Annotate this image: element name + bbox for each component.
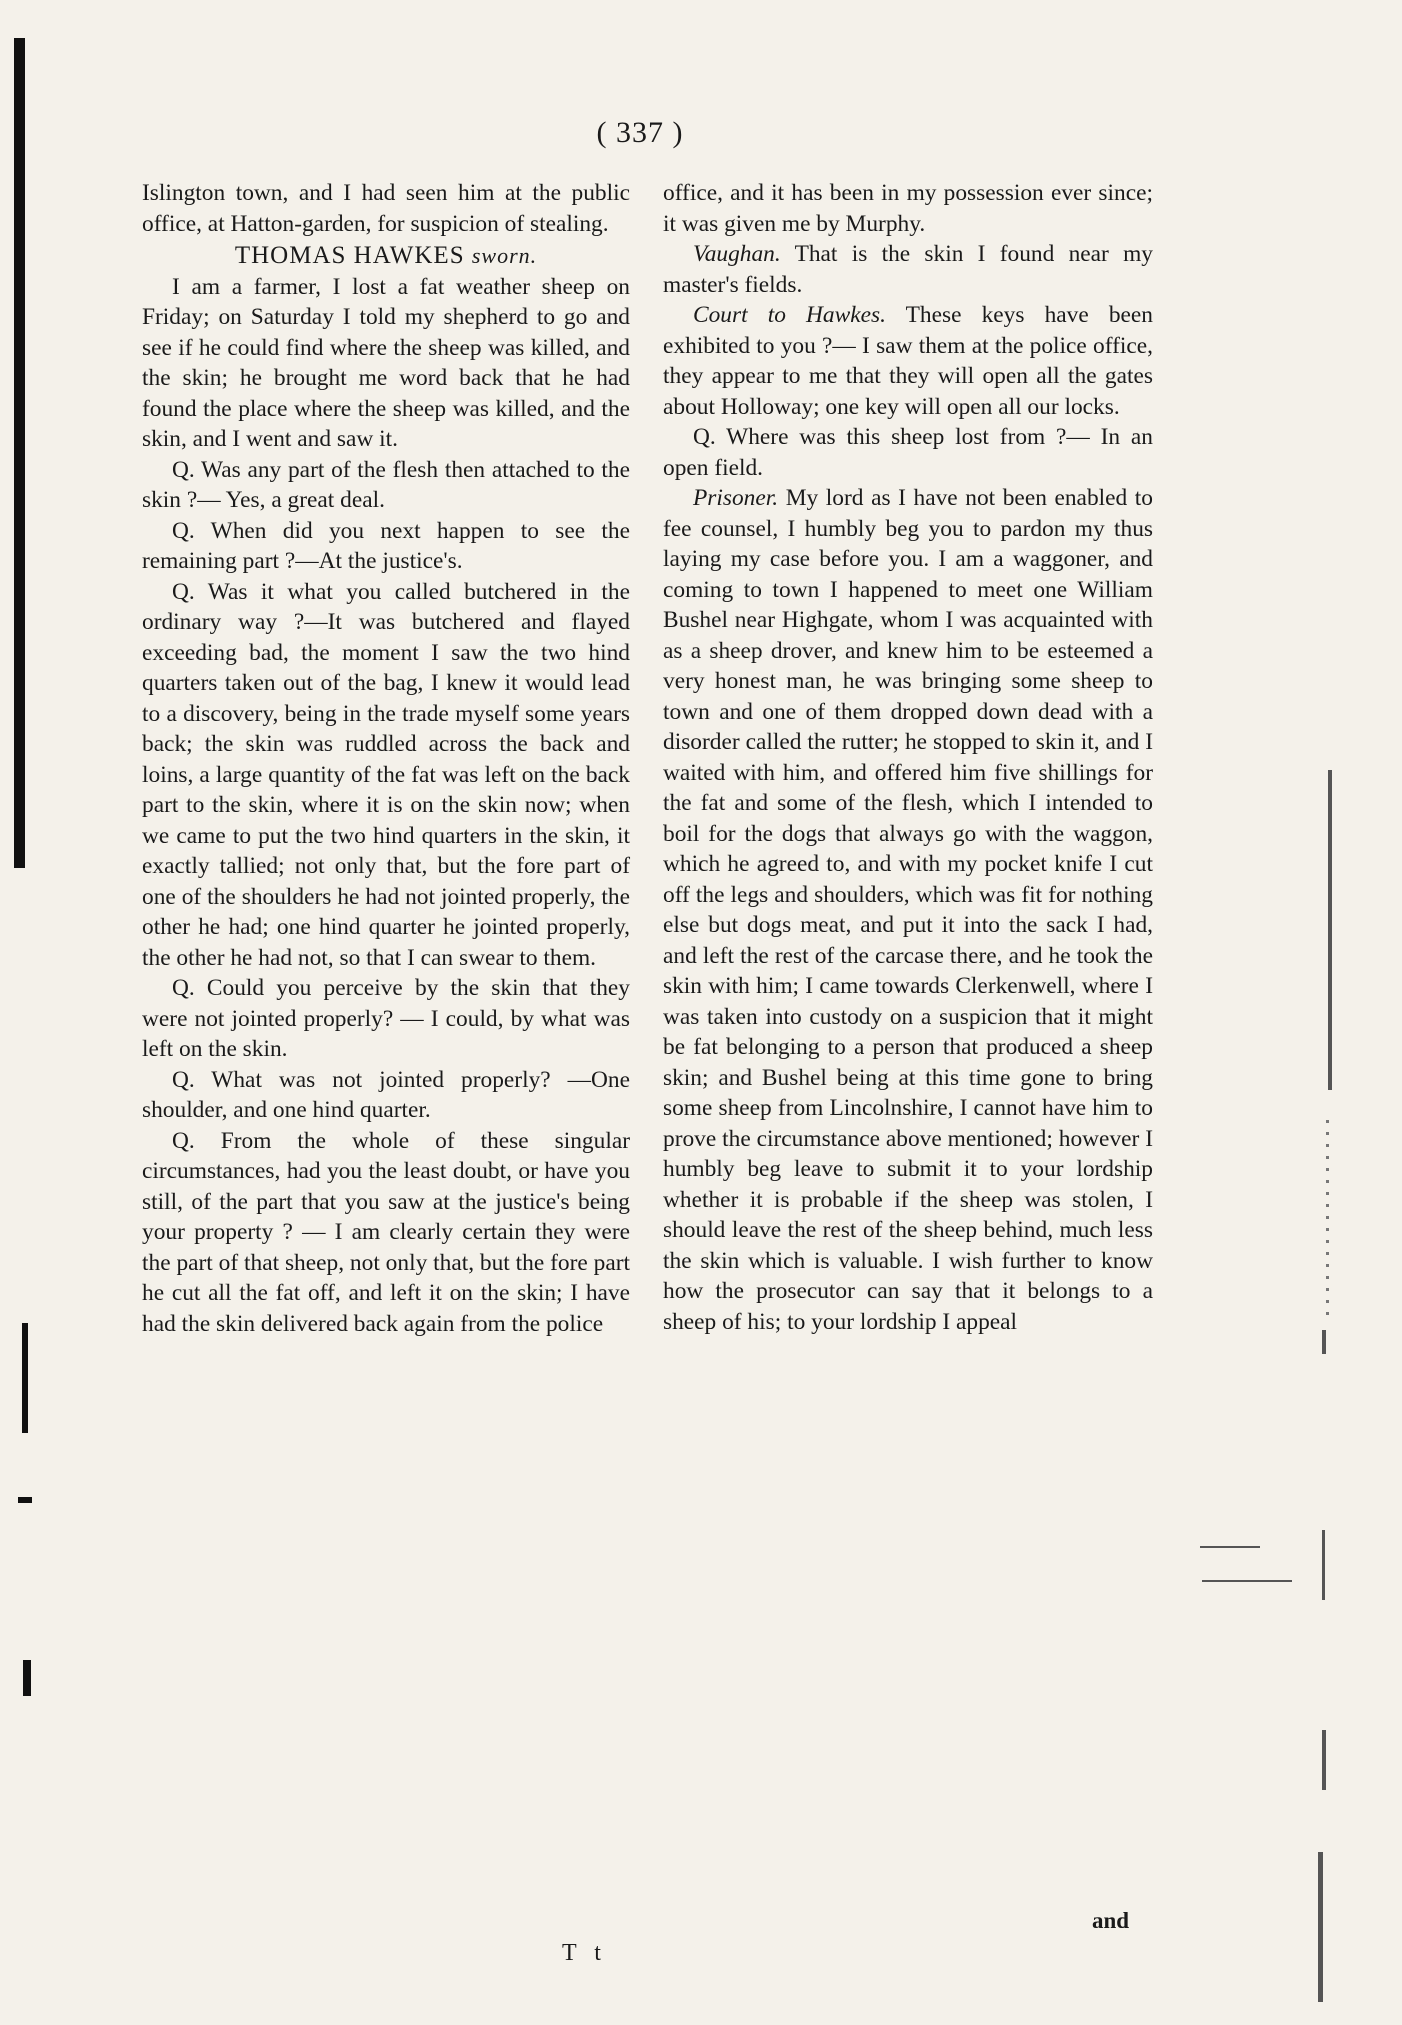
signature-mark: T t xyxy=(562,1940,607,1966)
right-paragraph xyxy=(663,483,1153,1337)
left-paragraph: Q. From the whole of these singular circumstances, had you the least doubt, or have you still, of the part that you saw at the justice's being your property ? — I am clearly certain they were the part of that sheep, not only that, but the fore part he cut all the fat off, and left it on the skin; I have had the skin delivered back again from the police xyxy=(142,1127,630,1337)
left-column xyxy=(142,178,630,1339)
paragraph-text: My lord as I have not been enabled to fee counsel, I humbly beg you to pardon my thus laying my case before you. I am a waggoner, and coming to town I happened to meet one William Bushel near Highgate, whom I was acquainted with as a sheep drover, and knew him to be esteemed a very honest man, he was bringing some sheep to town and one of them dropped down dead with a disorder called the rutter; he stopped to skin it, and I waited with him, and offered him five shillings for the fat and some of the flesh, which I intended to boil for the dogs that always go with the waggon, which he agreed to, and with my pocket knife I cut off the legs and shoulders, which was fit for nothing else but dogs meat, and put it into the sack I had, and left the rest of the carcase there, and he took the skin with him; I came towards Clerkenwell, where I was taken into custody on a suspicion that it might be fat belonging to a person that produced a sheep skin; and Bushel being at this time gone to bring some sheep from Lincolnshire, I cannot have him to prove the circumstance above mentioned; however I humbly beg leave to submit it to your lordship whether it is probable if the sheep was stolen, I should leave the rest of the sheep behind, much less the skin which is valuable. I wish further to know how the prosecutor can say that it belongs to a sheep of his; to your lordship I appeal xyxy=(663,485,1153,1335)
scan-edge-mark-4 xyxy=(23,1660,31,1696)
scan-edge-mark-3 xyxy=(18,1497,32,1503)
scan-edge-mark-9 xyxy=(1318,1852,1323,2002)
scan-edge-mark-6 xyxy=(1322,1330,1326,1354)
paragraph-text: That is the skin I found near my master's fields. xyxy=(663,241,1153,298)
margin-dash-1 xyxy=(1200,1546,1260,1548)
left-paragraph: I am a farmer, I lost a fat weather sheep on Friday; on Saturday I told my shepherd to go and see if he could find where the sheep was killed, and the skin; he brought me word back that he had found the place where the sheep was killed, and the skin, and I went and saw it. xyxy=(142,273,630,452)
witness-name: THOMAS HAWKES xyxy=(234,242,465,269)
right-paragraph xyxy=(663,300,1153,422)
page-number: ( 337 ) xyxy=(596,116,684,149)
right-opening-text: office, and it has been in my possession ever since; it was given me by Murphy. xyxy=(663,180,1153,237)
left-paragraph: Q. When did you next happen to see the remaining part ?—At the justice's. xyxy=(142,517,630,574)
scan-edge-mark-1 xyxy=(14,38,25,868)
left-paragraph: Q. Could you perceive by the skin that they were not jointed properly? — I could, by what was left on the skin. xyxy=(142,975,630,1062)
paragraph-text: These keys have been exhibited to you ?— I saw them at the police office, they appear to me that they will open all the gates about Holloway; one key will open all our locks. xyxy=(663,302,1153,420)
margin-dash-2 xyxy=(1202,1580,1292,1582)
speaker-label: Prisoner. xyxy=(693,485,779,511)
scan-edge-mark-7 xyxy=(1322,1530,1325,1600)
scan-edge-dots xyxy=(1326,1120,1329,1320)
left-opening-text: Islington town, and I had seen him at the public office, at Hatton-garden, for suspicion of stealing. xyxy=(142,180,630,237)
left-paragraph: Q. Was any part of the flesh then attached to the skin ?— Yes, a great deal. xyxy=(142,456,630,513)
right-column xyxy=(663,178,1153,1337)
right-paragraph xyxy=(663,422,1153,483)
witness-sworn: sworn. xyxy=(471,243,538,268)
left-paragraph: Q. What was not jointed properly? —One shoulder, and one hind quarter. xyxy=(142,1066,630,1123)
continuation-word: and xyxy=(1092,1908,1130,1933)
scan-edge-mark-8 xyxy=(1322,1730,1326,1790)
right-paragraph xyxy=(663,239,1153,300)
left-paragraph: Q. Was it what you called butchered in the ordinary way ?—It was butchered and flayed exceeding bad, the moment I saw the two hind quarters taken out of the bag, I knew it would lead to a discovery, being in the trade myself some years back; the skin was ruddled across the back and loins, a large quantity of the fat was left on the back part to the skin, where it is on the skin now; when we came to put the two hind quarters in the skin, it exactly tallied; not only that, but the fore part of one of the shoulders he had not jointed properly, the other he had; one hind quarter he jointed properly, the other he had not, so that I can swear to them. xyxy=(142,578,630,971)
witness-heading xyxy=(142,241,630,272)
scan-edge-mark-5 xyxy=(1328,770,1332,1090)
speaker-label: Vaughan. xyxy=(693,241,781,267)
paragraph-text: Q. Where was this sheep lost from ?— In an open field. xyxy=(663,424,1153,481)
speaker-label: Court to Hawkes. xyxy=(693,302,886,328)
scan-edge-mark-2 xyxy=(22,1323,28,1433)
